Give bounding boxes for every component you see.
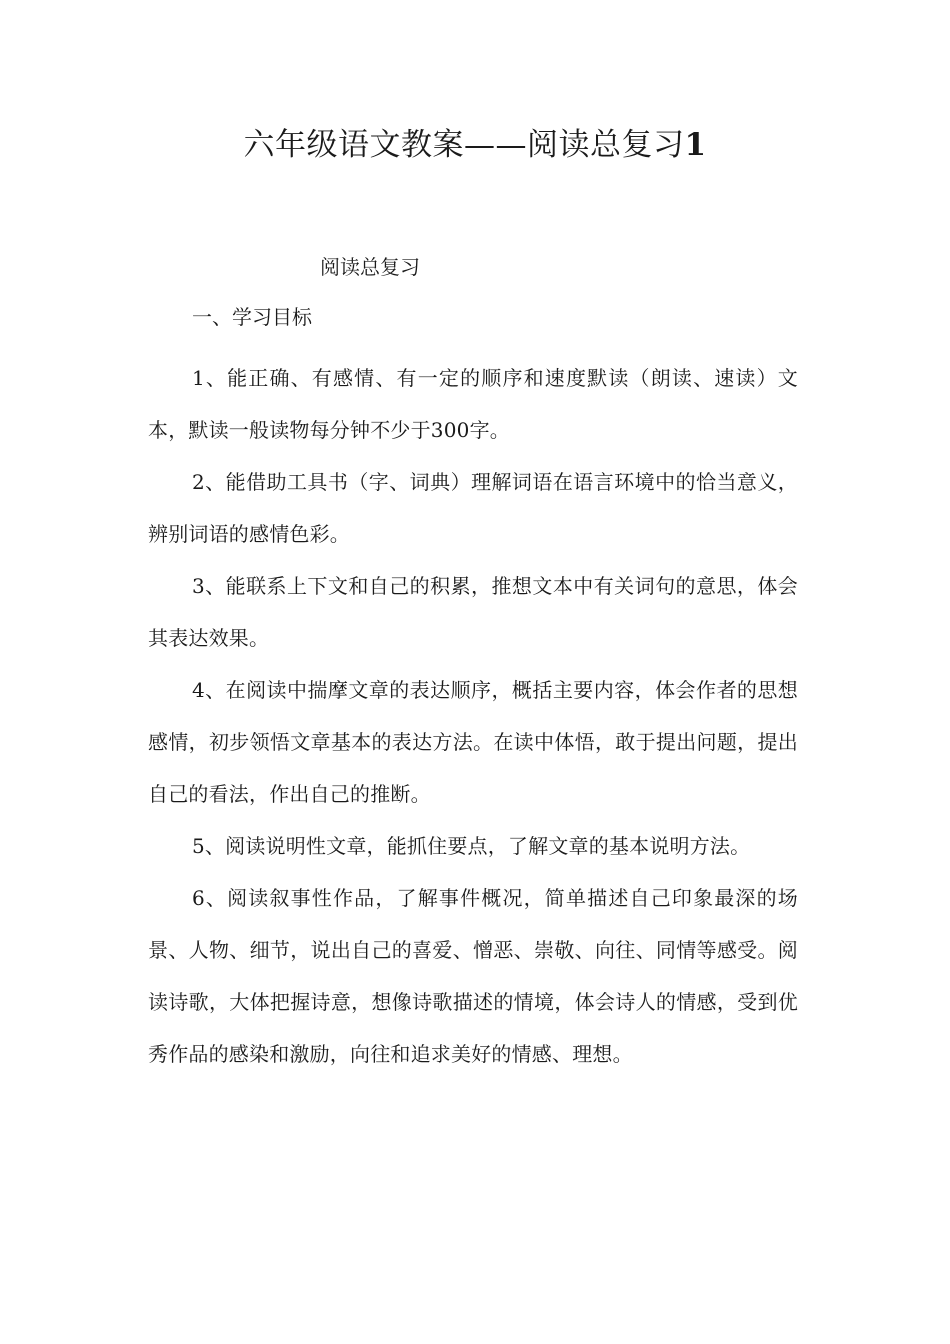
- learning-goals-list: [148, 352, 798, 1080]
- goal-paragraph-3: 3、能联系上下文和自己的积累，推想文本中有关词句的意思，体会其表达效果。: [148, 574, 798, 650]
- document-title: [0, 122, 950, 168]
- goal-paragraph-5: 5、阅读说明性文章，能抓住要点，了解文章的基本说明方法。: [192, 834, 751, 858]
- goal-paragraph-6: 6、阅读叙事性作品，了解事件概况，简单描述自己印象最深的场景、人物、细节，说出自己的喜爱、憎恶、崇敬、向往、同情等感受。阅读诗歌，大体把握诗意，想像诗歌描述的情境，体会诗人的情感，受到优秀作品的感染和激励，向往和追求美好的情感、理想。: [148, 886, 798, 1066]
- goal-paragraph-1: 1、能正确、有感情、有一定的顺序和速度默读（朗读、速读）文本，默读一般读物每分钟不少于300字。: [148, 366, 798, 442]
- section-heading-learning-goals: 一、学习目标: [192, 305, 312, 329]
- goal-paragraph-4: 4、在阅读中揣摩文章的表达顺序，概括主要内容，体会作者的思想感情，初步领悟文章基本的表达方法。在读中体悟，敢于提出问题，提出自己的看法，作出自己的推断。: [148, 678, 798, 806]
- document-subtitle: 阅读总复习: [320, 255, 420, 279]
- goal-paragraph-2: 2、能借助工具书（字、词典）理解词语在语言环境中的恰当意义，辨别词语的感情色彩。: [148, 470, 798, 546]
- document-title-number: 1: [684, 127, 707, 163]
- document-title-text: 六年级语文教案——阅读总复习: [243, 127, 685, 163]
